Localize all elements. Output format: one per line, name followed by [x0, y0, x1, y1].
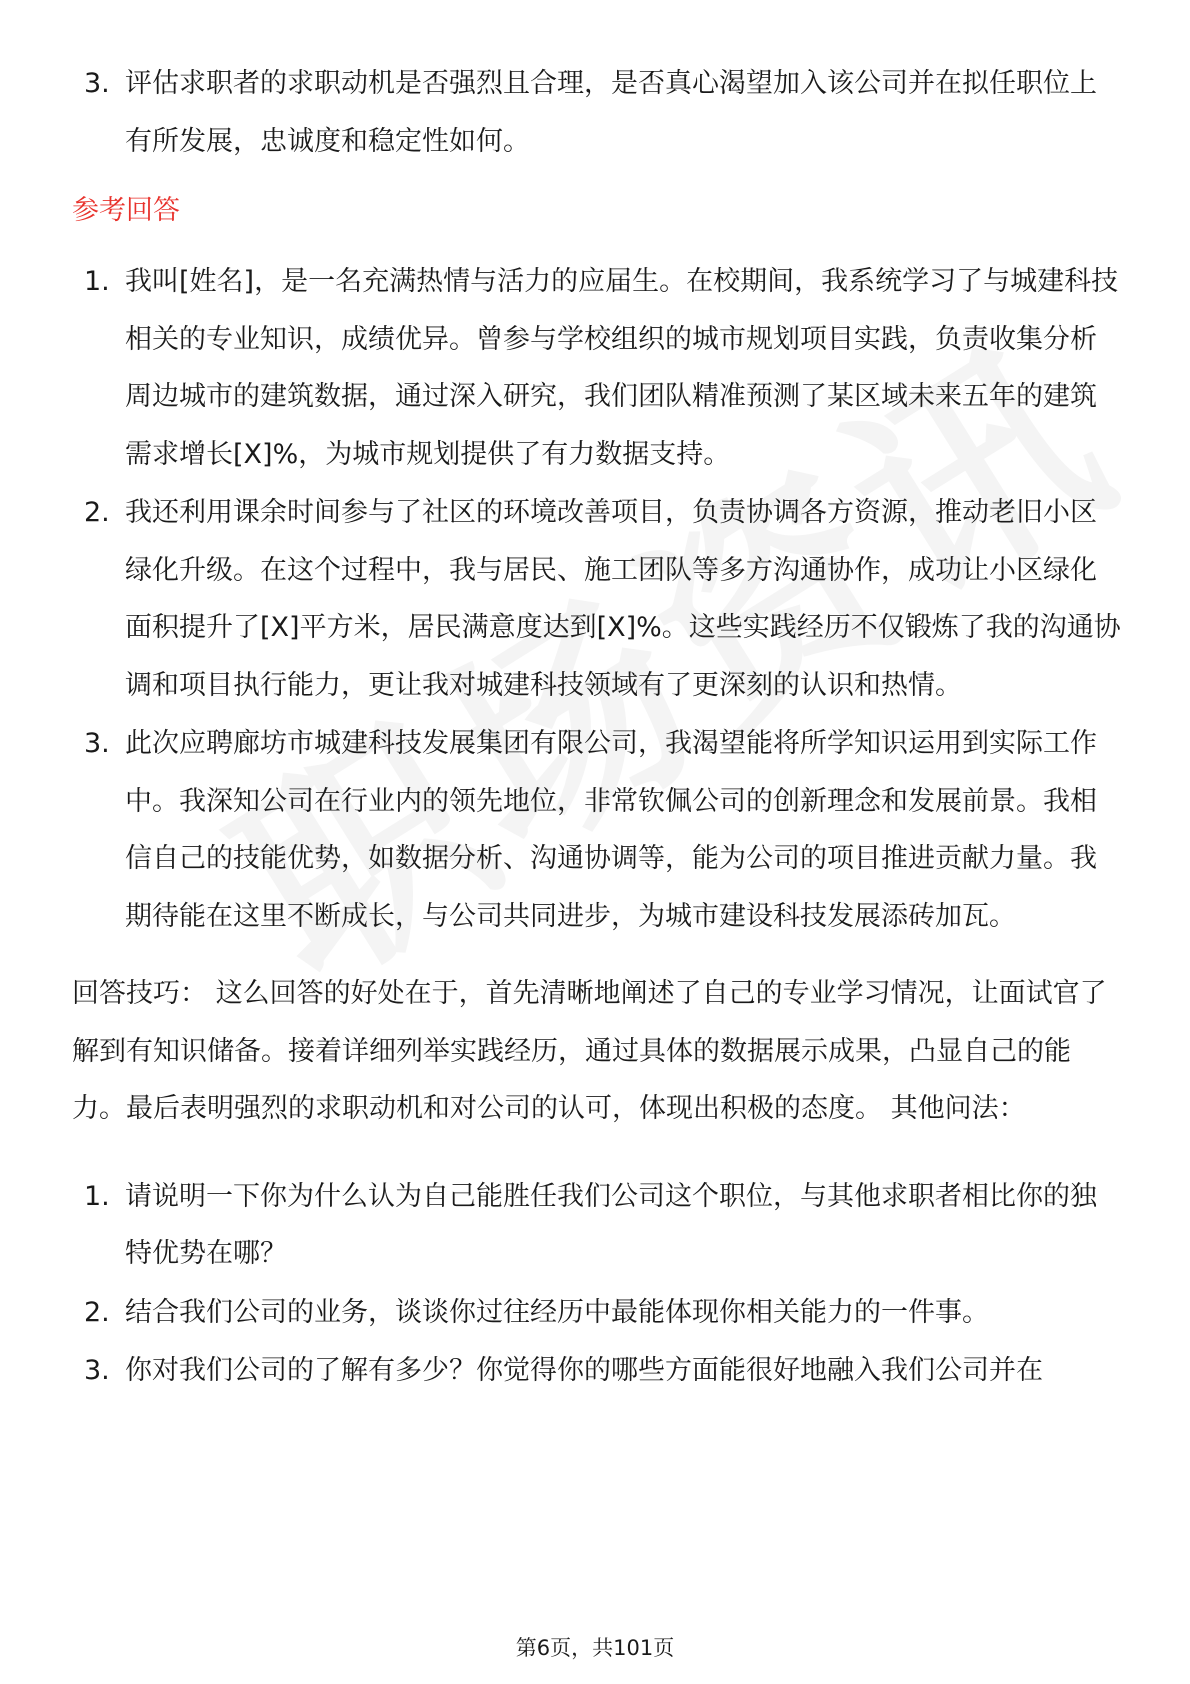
list-item [72, 253, 1122, 483]
other-questions-list [72, 1168, 1122, 1400]
list-item [72, 484, 1122, 714]
list-text: 此次应聘廊坊市城建科技发展集团有限公司，我渴望能将所学知识运用到实际工作中。我深知公司在行业内的领先地位，非常钦佩公司的创新理念和发展前景。我相信自己的技能优势，如数据分析、沟通协调等，能为公司的项目推进贡献力量。我期待能在这里不断成长，与公司共同进步，为城市建设科技发展添砖加瓦。 [125, 728, 1097, 932]
list-number: 2. [84, 497, 110, 528]
list-number: 1. [84, 1180, 110, 1212]
answer-list [72, 253, 1122, 945]
list-number: 3. [84, 68, 110, 99]
top-list [72, 55, 1122, 170]
page-content [72, 55, 1122, 1401]
section-heading: 参考回答 [72, 195, 180, 226]
list-text: 我还利用课余时间参与了社区的环境改善项目，负责协调各方资源，推动老旧小区绿化升级。在这个过程中，我与居民、施工团队等多方沟通协作，成功让小区绿化面积提升了[X]平方米，居民满意度达到[X]%。这些实践经历不仅锻炼了我的沟通协调和项目执行能力，更让我对城建科技领域有了更深刻的认识和热情。 [125, 497, 1121, 701]
tips-paragraph: 回答技巧： 这么回答的好处在于，首先清晰地阐述了自己的专业学习情况，让面试官了解到有知识储备。接着详细列举实践经历，通过具体的数据展示成果，凸显自己的能力。最后表明强烈的求职动机和对公司的认可，体现出积极的态度。 其他问法： [72, 978, 1107, 1124]
list-number: 1. [84, 266, 110, 297]
list-item [72, 1168, 1122, 1283]
list-text: 评估求职者的求职动机是否强烈且合理，是否真心渴望加入该公司并在拟任职位上有所发展，忠诚度和稳定性如何。 [125, 68, 1097, 157]
list-text: 你对我们公司的了解有多少？你觉得你的哪些方面能很好地融入我们公司并在 [125, 1355, 1043, 1386]
list-item [72, 715, 1122, 945]
page-footer: 第6页，共101页 [515, 1636, 675, 1660]
list-number: 2. [84, 1296, 110, 1328]
list-text: 我叫[姓名]，是一名充满热情与活力的应届生。在校期间，我系统学习了与城建科技相关的专业知识，成绩优异。曾参与学校组织的城市规划项目实践，负责收集分析周边城市的建筑数据，通过深入研究，我们团队精准预测了某区域未来五年的建筑需求增长[X]%，为城市规划提供了有力数据支持。 [125, 266, 1119, 470]
list-item [72, 1284, 1122, 1342]
list-number: 3. [84, 1355, 110, 1386]
list-item [72, 55, 1122, 170]
list-text: 结合我们公司的业务，谈谈你过往经历中最能体现你相关能力的一件事。 [125, 1296, 989, 1328]
list-number: 3. [84, 728, 110, 759]
list-text: 请说明一下你为什么认为自己能胜任我们公司这个职位，与其他求职者相比你的独特优势在哪？ [125, 1180, 1097, 1269]
list-item [72, 1342, 1122, 1400]
